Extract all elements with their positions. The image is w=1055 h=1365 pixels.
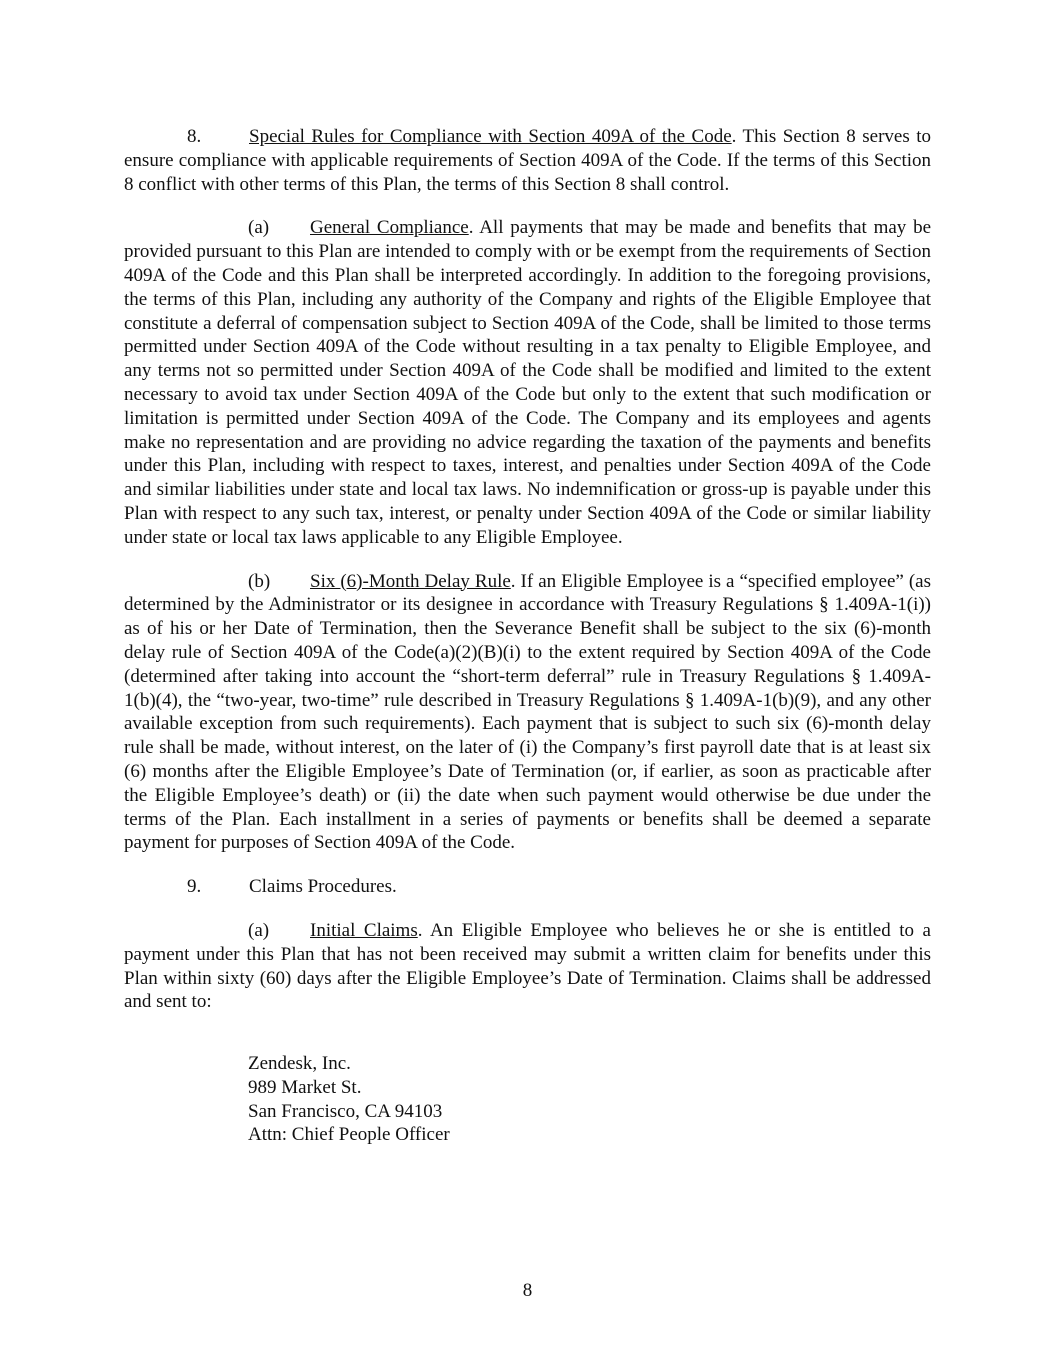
- section-8a-title: General Compliance: [310, 217, 469, 239]
- section-8b-title: Six (6)-Month Delay Rule: [310, 570, 511, 592]
- section-8a-body: . All payments that may be made and benefits that may be provided pursuant to this Plan are intended to comply with or be exempt from the requirements of Section 409A of the Code and this Plan shall be interpreted accordingly. In addition to the foregoing provisions, the terms of this Plan, including any authority of the Company and rights of the Eligible Employee that constitute a deferral of compensation subject to Section 409A of the Code, shall be limited to those terms permitted under Section 409A of the Code without resulting in a tax penalty to Eligible Employee, and any terms not so permitted under Section 409A of the Code shall be modified and limited to the extent necessary to avoid tax under Section 409A of the Code but only to the extent that such modification or limitation is permitted under Section 409A of the Code. The Company and its employees and agents make no representation and are providing no advice regarding the taxation of the payments and benefits under this Plan, including with respect to taxes, interest, and penalties under Section 409A of the Code and similar liabilities under state and local tax laws. No indemnification or gross-up is payable under this Plan with respect to any such tax, interest, or penalty under Section 409A of the Code or similar liability under state or local tax laws applicable to any Eligible Employee.: [124, 217, 932, 548]
- section-9a-title: Initial Claims: [310, 919, 418, 941]
- address-line-company: Zendesk, Inc.: [248, 1053, 351, 1075]
- document-page: [124, 125, 931, 1147]
- section-9-title: Claims Procedures.: [249, 876, 397, 898]
- address-line-street: 989 Market St.: [248, 1076, 362, 1098]
- section-9a-body: . An Eligible Employee who believes he or she is entitled to a payment under this Plan that has not been received may submit a written claim for benefits under this Plan within sixty (60) days after the Eligible Employee’s Date of Termination. Claims shall be addressed and sent to:: [124, 919, 931, 1013]
- section-9a-paragraph: [124, 919, 931, 1014]
- mailing-address: [248, 1052, 931, 1147]
- address-line-attention: Attn: Chief People Officer: [248, 1124, 450, 1146]
- section-8-title: Special Rules for Compliance with Section 409A of the Code: [249, 126, 732, 147]
- address-line-city: San Francisco, CA 94103: [248, 1100, 443, 1122]
- section-9-number: 9.: [187, 876, 202, 898]
- section-8b-label: (b): [248, 570, 271, 592]
- section-9a-label: (a): [248, 919, 270, 941]
- section-8a-label: (a): [248, 217, 270, 239]
- section-8a-paragraph: [124, 216, 931, 549]
- page-number: 8: [522, 1280, 533, 1301]
- section-8-paragraph: [124, 125, 931, 196]
- section-8b-body: . If an Eligible Employee is a “specified employee” (as determined by the Administrator or its designee in accordance with Treasury Regulations § 1.409A-1(i)) as of his or her Date of Termination, then the Severance Benefit shall be subject to the six (6)-month delay rule of Section 409A of the Code(a)(2)(B)(i) to the extent required by Section 409A of the Code (determined after taking into account the “short-term deferral” rule in Treasury Regulations § 1.409A-1(b)(4), the “two-year, two-time” rule described in Treasury Regulations § 1.409A-1(b)(9), and any other available exception from such requirements). Each payment that is subject to such six (6)-month delay rule shall be made, without interest, on the later of (i) the Company’s first payroll date that is at least six (6) months after the Eligible Employee’s Date of Termination (or, if earlier, as soon as practicable after the Eligible Employee’s death) or (ii) the date when such payment would otherwise be due under the terms of the Plan. Each installment in a series of payments or benefits shall be deemed a separate payment for purposes of Section 409A of the Code.: [124, 570, 931, 854]
- section-9-paragraph: [124, 875, 931, 899]
- section-8b-paragraph: [124, 570, 931, 856]
- section-8-body: . This Section 8 serves to ensure compliance with applicable requirements of Section 409A of the Code. If the terms of this Section 8 conflict with other terms of this Plan, the terms of this Section 8 shall control.: [124, 126, 931, 195]
- section-8-number: 8.: [187, 126, 202, 147]
